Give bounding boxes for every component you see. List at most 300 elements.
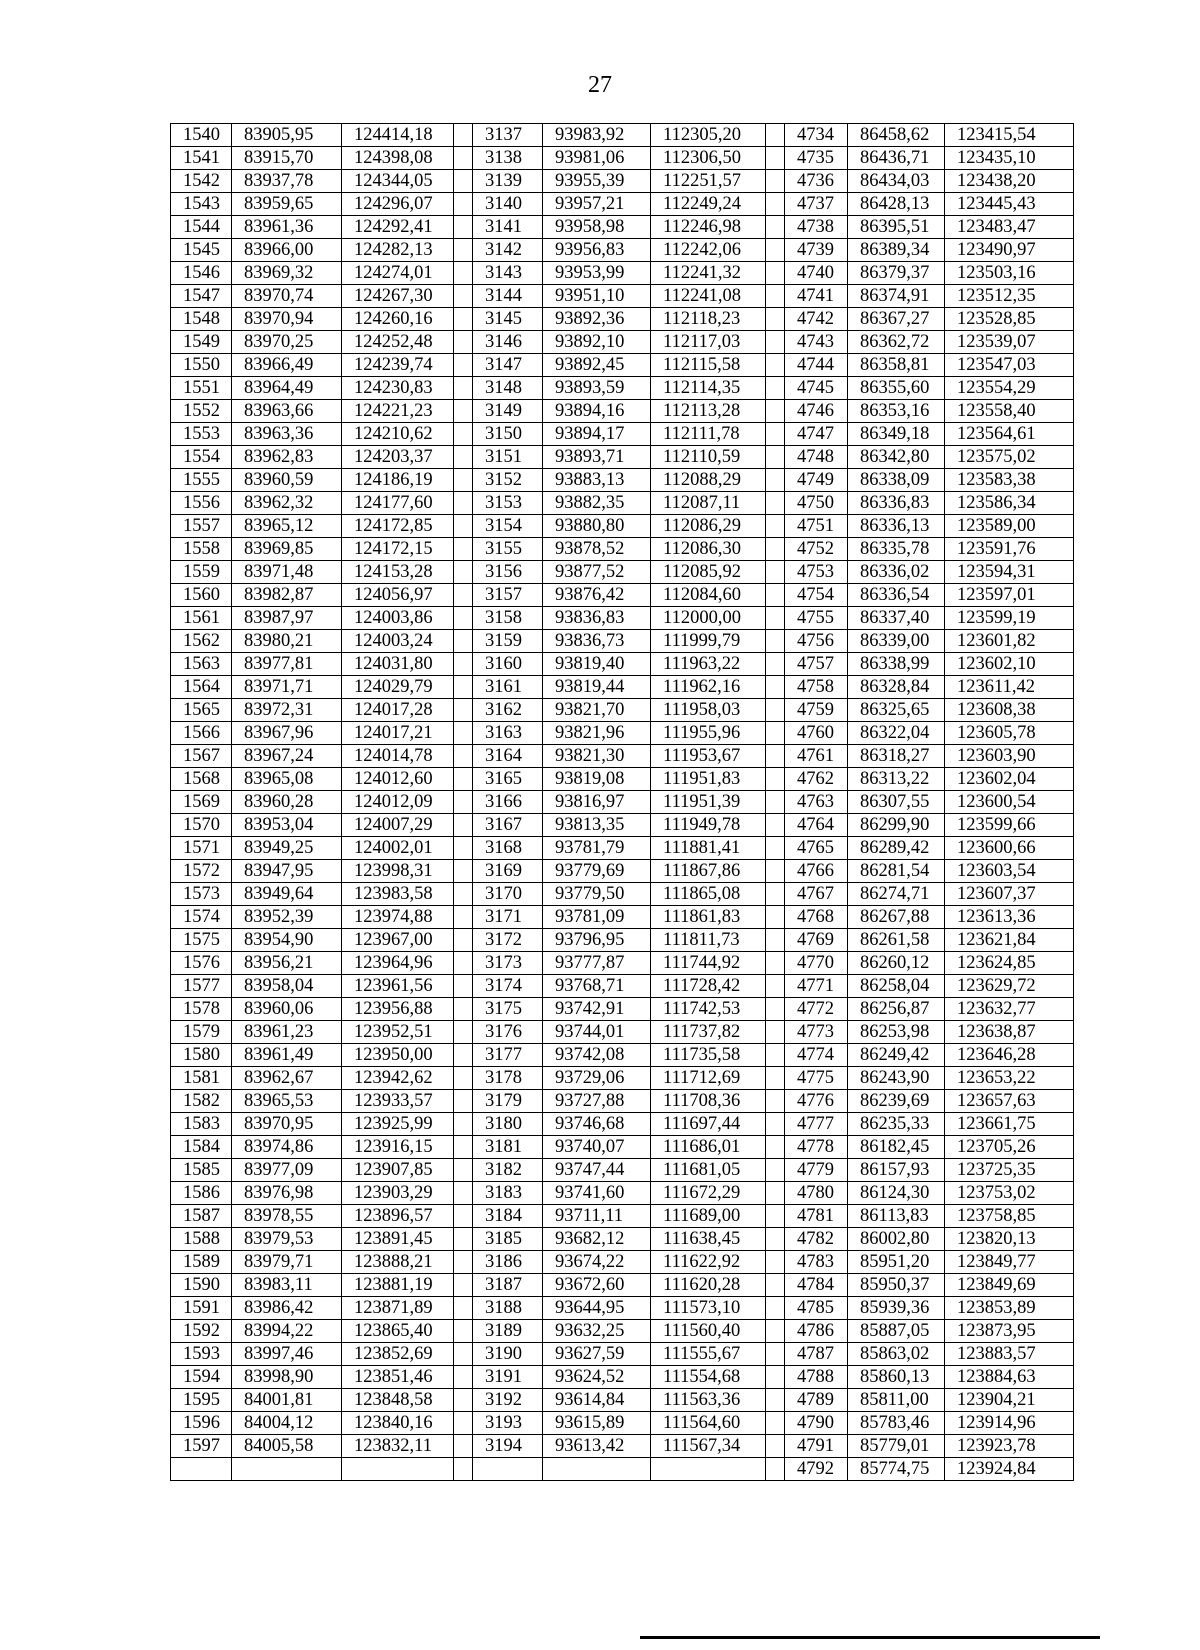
point-number-cell: 3187 (473, 1274, 543, 1297)
y-coordinate-cell: 111686,01 (651, 1136, 766, 1159)
y-coordinate-cell: 123998,31 (342, 860, 454, 883)
x-coordinate-cell: 86313,22 (848, 768, 945, 791)
point-number-cell: 1577 (171, 975, 232, 998)
point-number-cell: 3172 (473, 929, 543, 952)
x-coordinate-cell: 86434,03 (848, 170, 945, 193)
x-coordinate-cell: 83969,32 (232, 262, 342, 285)
x-coordinate-cell: 93892,36 (543, 308, 651, 331)
column-separator (766, 860, 785, 883)
point-number-cell (473, 1458, 543, 1481)
y-coordinate-cell: 123657,63 (945, 1090, 1074, 1113)
point-number-cell: 4770 (785, 952, 848, 975)
point-number-cell: 1591 (171, 1297, 232, 1320)
table-row (171, 492, 1074, 515)
x-coordinate-cell: 93744,01 (543, 1021, 651, 1044)
y-coordinate-cell: 123602,10 (945, 653, 1074, 676)
x-coordinate-cell: 86336,13 (848, 515, 945, 538)
y-coordinate-cell: 123608,38 (945, 699, 1074, 722)
point-number-cell: 3193 (473, 1412, 543, 1435)
y-coordinate-cell: 112085,92 (651, 561, 766, 584)
x-coordinate-cell: 93951,10 (543, 285, 651, 308)
point-number-cell: 3142 (473, 239, 543, 262)
table-row (171, 883, 1074, 906)
y-coordinate-cell: 124002,01 (342, 837, 454, 860)
point-number-cell: 1594 (171, 1366, 232, 1389)
y-coordinate-cell: 123599,66 (945, 814, 1074, 837)
x-coordinate-cell: 83947,95 (232, 860, 342, 883)
y-coordinate-cell: 111861,83 (651, 906, 766, 929)
y-coordinate-cell: 124031,80 (342, 653, 454, 676)
column-separator (766, 193, 785, 216)
table-row (171, 952, 1074, 975)
x-coordinate-cell: 83954,90 (232, 929, 342, 952)
x-coordinate-cell: 86336,54 (848, 584, 945, 607)
x-coordinate-cell: 86336,02 (848, 561, 945, 584)
point-number-cell: 4758 (785, 676, 848, 699)
x-coordinate-cell: 84001,81 (232, 1389, 342, 1412)
point-number-cell: 4769 (785, 929, 848, 952)
table-row (171, 1389, 1074, 1412)
x-coordinate-cell: 93816,97 (543, 791, 651, 814)
y-coordinate-cell: 123925,99 (342, 1113, 454, 1136)
table-row (171, 653, 1074, 676)
point-number-cell: 1588 (171, 1228, 232, 1251)
point-number-cell: 3174 (473, 975, 543, 998)
x-coordinate-cell: 93779,50 (543, 883, 651, 906)
x-coordinate-cell: 83987,97 (232, 607, 342, 630)
x-coordinate-cell: 83970,74 (232, 285, 342, 308)
point-number-cell: 3147 (473, 354, 543, 377)
x-coordinate-cell: 93747,44 (543, 1159, 651, 1182)
y-coordinate-cell: 112249,24 (651, 193, 766, 216)
point-number-cell: 4761 (785, 745, 848, 768)
point-number-cell: 4746 (785, 400, 848, 423)
point-number-cell: 1546 (171, 262, 232, 285)
x-coordinate-cell: 86281,54 (848, 860, 945, 883)
y-coordinate-cell: 123983,58 (342, 883, 454, 906)
point-number-cell: 4772 (785, 998, 848, 1021)
y-coordinate-cell: 111638,45 (651, 1228, 766, 1251)
point-number-cell: 4736 (785, 170, 848, 193)
column-separator (454, 124, 473, 147)
y-coordinate-cell: 112084,60 (651, 584, 766, 607)
column-separator (454, 193, 473, 216)
point-number-cell: 3152 (473, 469, 543, 492)
table-row (171, 1297, 1074, 1320)
x-coordinate-cell: 93614,84 (543, 1389, 651, 1412)
point-number-cell: 3168 (473, 837, 543, 860)
x-coordinate-cell: 86182,45 (848, 1136, 945, 1159)
x-coordinate-cell: 83963,36 (232, 423, 342, 446)
y-coordinate-cell: 112117,03 (651, 331, 766, 354)
column-separator (766, 1435, 785, 1458)
y-coordinate-cell: 123558,40 (945, 400, 1074, 423)
column-separator (766, 170, 785, 193)
point-number-cell: 3160 (473, 653, 543, 676)
point-number-cell: 1590 (171, 1274, 232, 1297)
y-coordinate-cell: 111697,44 (651, 1113, 766, 1136)
x-coordinate-cell: 86253,98 (848, 1021, 945, 1044)
point-number-cell: 1551 (171, 377, 232, 400)
y-coordinate-cell: 123853,89 (945, 1297, 1074, 1320)
table-row (171, 1274, 1074, 1297)
y-coordinate-cell: 123753,02 (945, 1182, 1074, 1205)
x-coordinate-cell: 83960,59 (232, 469, 342, 492)
y-coordinate-cell: 124017,21 (342, 722, 454, 745)
x-coordinate-cell: 85887,05 (848, 1320, 945, 1343)
y-coordinate-cell: 123603,90 (945, 745, 1074, 768)
point-number-cell: 1553 (171, 423, 232, 446)
x-coordinate-cell: 86379,37 (848, 262, 945, 285)
point-number-cell: 1589 (171, 1251, 232, 1274)
column-separator (766, 814, 785, 837)
y-coordinate-cell: 123820,13 (945, 1228, 1074, 1251)
y-coordinate-cell: 123888,21 (342, 1251, 454, 1274)
point-number-cell: 1568 (171, 768, 232, 791)
point-number-cell: 3143 (473, 262, 543, 285)
x-coordinate-cell: 86358,81 (848, 354, 945, 377)
y-coordinate-cell: 123907,85 (342, 1159, 454, 1182)
point-number-cell: 4734 (785, 124, 848, 147)
x-coordinate-cell: 86374,91 (848, 285, 945, 308)
point-number-cell: 4784 (785, 1274, 848, 1297)
point-number-cell: 3163 (473, 722, 543, 745)
y-coordinate-cell: 111951,83 (651, 768, 766, 791)
point-number-cell: 4751 (785, 515, 848, 538)
column-separator (454, 1090, 473, 1113)
x-coordinate-cell: 93821,96 (543, 722, 651, 745)
column-separator (454, 837, 473, 860)
x-coordinate-cell: 93674,22 (543, 1251, 651, 1274)
x-coordinate-cell: 86338,99 (848, 653, 945, 676)
table-row (171, 1366, 1074, 1389)
table-row (171, 745, 1074, 768)
y-coordinate-cell: 111735,58 (651, 1044, 766, 1067)
column-separator (454, 377, 473, 400)
point-number-cell: 4735 (785, 147, 848, 170)
point-number-cell: 1596 (171, 1412, 232, 1435)
x-coordinate-cell: 93836,73 (543, 630, 651, 653)
y-coordinate-cell: 124296,07 (342, 193, 454, 216)
y-coordinate-cell: 123594,31 (945, 561, 1074, 584)
point-number-cell: 4755 (785, 607, 848, 630)
y-coordinate-cell: 124344,05 (342, 170, 454, 193)
column-separator (766, 1412, 785, 1435)
y-coordinate-cell: 111951,39 (651, 791, 766, 814)
y-coordinate-cell: 124153,28 (342, 561, 454, 584)
point-number-cell: 4787 (785, 1343, 848, 1366)
y-coordinate-cell: 123591,76 (945, 538, 1074, 561)
column-separator (454, 262, 473, 285)
x-coordinate-cell: 93796,95 (543, 929, 651, 952)
x-coordinate-cell: 84005,58 (232, 1435, 342, 1458)
x-coordinate-cell: 86337,40 (848, 607, 945, 630)
point-number-cell: 1572 (171, 860, 232, 883)
point-number-cell: 4763 (785, 791, 848, 814)
column-separator (766, 791, 785, 814)
table-row (171, 791, 1074, 814)
x-coordinate-cell (232, 1458, 342, 1481)
point-number-cell: 4791 (785, 1435, 848, 1458)
x-coordinate-cell: 83966,00 (232, 239, 342, 262)
table-row (171, 1159, 1074, 1182)
column-separator (454, 653, 473, 676)
column-separator (454, 1412, 473, 1435)
column-separator (454, 1389, 473, 1412)
table-row (171, 699, 1074, 722)
point-number-cell: 4789 (785, 1389, 848, 1412)
column-separator (454, 699, 473, 722)
y-coordinate-cell: 124017,28 (342, 699, 454, 722)
column-separator (454, 1366, 473, 1389)
point-number-cell: 4741 (785, 285, 848, 308)
point-number-cell: 3183 (473, 1182, 543, 1205)
point-number-cell: 3154 (473, 515, 543, 538)
column-separator (766, 1113, 785, 1136)
column-separator (454, 538, 473, 561)
x-coordinate-cell: 84004,12 (232, 1412, 342, 1435)
x-coordinate-cell: 93957,21 (543, 193, 651, 216)
column-separator (766, 1251, 785, 1274)
y-coordinate-cell: 123873,95 (945, 1320, 1074, 1343)
x-coordinate-cell: 93819,08 (543, 768, 651, 791)
y-coordinate-cell: 123852,69 (342, 1343, 454, 1366)
x-coordinate-cell: 93644,95 (543, 1297, 651, 1320)
y-coordinate-cell: 123851,46 (342, 1366, 454, 1389)
x-coordinate-cell: 83962,67 (232, 1067, 342, 1090)
y-coordinate-cell: 123896,57 (342, 1205, 454, 1228)
point-number-cell: 3146 (473, 331, 543, 354)
point-number-cell: 1570 (171, 814, 232, 837)
y-coordinate-cell: 112118,23 (651, 308, 766, 331)
point-number-cell: 1541 (171, 147, 232, 170)
y-coordinate-cell: 111737,82 (651, 1021, 766, 1044)
y-coordinate-cell: 123632,77 (945, 998, 1074, 1021)
y-coordinate-cell: 111811,73 (651, 929, 766, 952)
y-coordinate-cell: 123621,84 (945, 929, 1074, 952)
table-row (171, 331, 1074, 354)
x-coordinate-cell: 86336,83 (848, 492, 945, 515)
point-number-cell: 4788 (785, 1366, 848, 1389)
y-coordinate-cell: 124260,16 (342, 308, 454, 331)
point-number-cell: 4752 (785, 538, 848, 561)
x-coordinate-cell: 83969,85 (232, 538, 342, 561)
column-separator (766, 561, 785, 584)
point-number-cell: 3148 (473, 377, 543, 400)
column-separator (766, 768, 785, 791)
x-coordinate-cell: 93883,13 (543, 469, 651, 492)
point-number-cell: 3182 (473, 1159, 543, 1182)
y-coordinate-cell: 123547,03 (945, 354, 1074, 377)
point-number-cell: 4760 (785, 722, 848, 745)
point-number-cell: 1559 (171, 561, 232, 584)
column-separator (454, 308, 473, 331)
y-coordinate-cell: 123575,02 (945, 446, 1074, 469)
point-number-cell: 3161 (473, 676, 543, 699)
y-coordinate-cell: 124012,60 (342, 768, 454, 791)
page-number: 27 (588, 72, 612, 98)
column-separator (454, 1182, 473, 1205)
x-coordinate-cell: 83964,49 (232, 377, 342, 400)
point-number-cell: 3169 (473, 860, 543, 883)
x-coordinate-cell: 93893,71 (543, 446, 651, 469)
point-number-cell: 1552 (171, 400, 232, 423)
column-separator (766, 837, 785, 860)
point-number-cell: 4777 (785, 1113, 848, 1136)
column-separator (766, 1297, 785, 1320)
point-number-cell: 3141 (473, 216, 543, 239)
column-separator (766, 1320, 785, 1343)
x-coordinate-cell: 86328,84 (848, 676, 945, 699)
table-row (171, 1343, 1074, 1366)
x-coordinate-cell: 83956,21 (232, 952, 342, 975)
point-number-cell: 1584 (171, 1136, 232, 1159)
column-separator (766, 239, 785, 262)
point-number-cell: 4759 (785, 699, 848, 722)
x-coordinate-cell: 86157,93 (848, 1159, 945, 1182)
x-coordinate-cell: 86239,69 (848, 1090, 945, 1113)
x-coordinate-cell: 93893,59 (543, 377, 651, 400)
y-coordinate-cell: 123942,62 (342, 1067, 454, 1090)
column-separator (454, 1159, 473, 1182)
y-coordinate-cell: 111620,28 (651, 1274, 766, 1297)
x-coordinate-cell: 83961,49 (232, 1044, 342, 1067)
point-number-cell: 4792 (785, 1458, 848, 1481)
column-separator (766, 883, 785, 906)
y-coordinate-cell: 112086,30 (651, 538, 766, 561)
x-coordinate-cell: 83949,25 (232, 837, 342, 860)
y-coordinate-cell: 123586,34 (945, 492, 1074, 515)
point-number-cell: 4775 (785, 1067, 848, 1090)
column-separator (454, 607, 473, 630)
table-row (171, 1182, 1074, 1205)
column-separator (454, 446, 473, 469)
y-coordinate-cell: 124292,41 (342, 216, 454, 239)
point-number-cell: 4773 (785, 1021, 848, 1044)
x-coordinate-cell: 86113,83 (848, 1205, 945, 1228)
column-separator (766, 308, 785, 331)
x-coordinate-cell: 93768,71 (543, 975, 651, 998)
table-row (171, 1136, 1074, 1159)
y-coordinate-cell: 112246,98 (651, 216, 766, 239)
column-separator (766, 906, 785, 929)
y-coordinate-cell: 123445,43 (945, 193, 1074, 216)
x-coordinate-cell: 83967,96 (232, 722, 342, 745)
x-coordinate-cell: 85811,00 (848, 1389, 945, 1412)
point-number-cell: 3150 (473, 423, 543, 446)
x-coordinate-cell: 93672,60 (543, 1274, 651, 1297)
x-coordinate-cell: 83959,65 (232, 193, 342, 216)
point-number-cell: 1549 (171, 331, 232, 354)
x-coordinate-cell: 86338,09 (848, 469, 945, 492)
x-coordinate-cell: 85863,02 (848, 1343, 945, 1366)
y-coordinate-cell: 123914,96 (945, 1412, 1074, 1435)
y-coordinate-cell: 111958,03 (651, 699, 766, 722)
point-number-cell: 1562 (171, 630, 232, 653)
point-number-cell: 4786 (785, 1320, 848, 1343)
column-separator (766, 469, 785, 492)
column-separator (766, 1366, 785, 1389)
column-separator (454, 423, 473, 446)
y-coordinate-cell: 123599,19 (945, 607, 1074, 630)
column-separator (766, 423, 785, 446)
point-number-cell: 3139 (473, 170, 543, 193)
table-row (171, 1113, 1074, 1136)
column-separator (454, 216, 473, 239)
x-coordinate-cell: 83974,86 (232, 1136, 342, 1159)
column-separator (454, 584, 473, 607)
y-coordinate-cell: 123607,37 (945, 883, 1074, 906)
x-coordinate-cell: 83983,11 (232, 1274, 342, 1297)
column-separator (766, 216, 785, 239)
column-separator (454, 630, 473, 653)
y-coordinate-cell: 123600,66 (945, 837, 1074, 860)
point-number-cell: 4747 (785, 423, 848, 446)
point-number-cell: 3151 (473, 446, 543, 469)
point-number-cell: 1544 (171, 216, 232, 239)
point-number-cell (171, 1458, 232, 1481)
column-separator (454, 1228, 473, 1251)
column-separator (766, 952, 785, 975)
point-number-cell: 1587 (171, 1205, 232, 1228)
y-coordinate-cell: 123564,61 (945, 423, 1074, 446)
x-coordinate-cell: 85783,46 (848, 1412, 945, 1435)
y-coordinate-cell: 124007,29 (342, 814, 454, 837)
column-separator (454, 906, 473, 929)
point-number-cell: 4738 (785, 216, 848, 239)
x-coordinate-cell: 93821,30 (543, 745, 651, 768)
column-separator (766, 1182, 785, 1205)
x-coordinate-cell: 93819,40 (543, 653, 651, 676)
point-number-cell: 1575 (171, 929, 232, 952)
x-coordinate-cell: 86342,80 (848, 446, 945, 469)
x-coordinate-cell: 93981,06 (543, 147, 651, 170)
column-separator (766, 400, 785, 423)
x-coordinate-cell: 83971,71 (232, 676, 342, 699)
y-coordinate-cell: 112306,50 (651, 147, 766, 170)
table-row (171, 239, 1074, 262)
y-coordinate-cell: 111622,92 (651, 1251, 766, 1274)
y-coordinate-cell: 123490,97 (945, 239, 1074, 262)
x-coordinate-cell: 86124,30 (848, 1182, 945, 1205)
x-coordinate-cell: 93632,25 (543, 1320, 651, 1343)
x-coordinate-cell: 83958,04 (232, 975, 342, 998)
table-row (171, 906, 1074, 929)
y-coordinate-cell: 111554,68 (651, 1366, 766, 1389)
y-coordinate-cell: 123602,04 (945, 768, 1074, 791)
point-number-cell: 4749 (785, 469, 848, 492)
point-number-cell: 1592 (171, 1320, 232, 1343)
y-coordinate-cell: 123923,78 (945, 1435, 1074, 1458)
point-number-cell: 4765 (785, 837, 848, 860)
column-separator (766, 1389, 785, 1412)
table-row (171, 814, 1074, 837)
table-row (171, 515, 1074, 538)
x-coordinate-cell: 93821,70 (543, 699, 651, 722)
table-row (171, 1044, 1074, 1067)
y-coordinate-cell: 123653,22 (945, 1067, 1074, 1090)
column-separator (766, 538, 785, 561)
column-separator (766, 722, 785, 745)
point-number-cell: 4780 (785, 1182, 848, 1205)
column-separator (454, 1435, 473, 1458)
y-coordinate-cell: 111867,86 (651, 860, 766, 883)
y-coordinate-cell: 123849,69 (945, 1274, 1074, 1297)
y-coordinate-cell: 124274,01 (342, 262, 454, 285)
y-coordinate-cell: 111567,34 (651, 1435, 766, 1458)
x-coordinate-cell: 86235,33 (848, 1113, 945, 1136)
table-row (171, 1021, 1074, 1044)
